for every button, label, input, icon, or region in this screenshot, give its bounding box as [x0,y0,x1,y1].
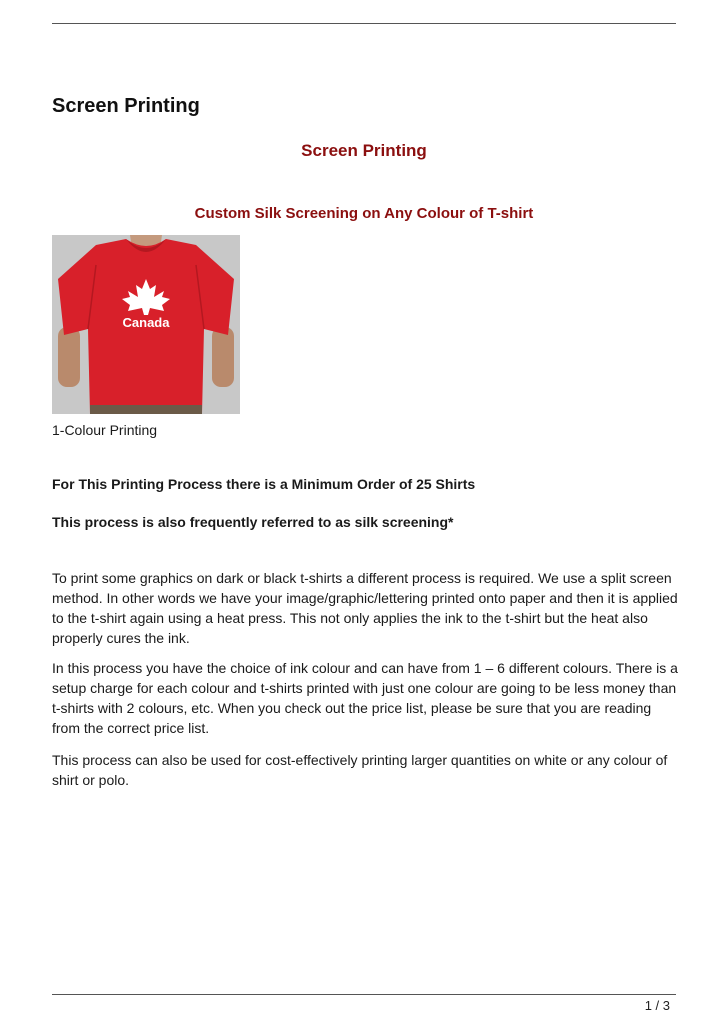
image-caption: 1-Colour Printing [52,422,158,438]
top-rule [52,23,676,24]
page-heading: Screen Printing [301,141,427,160]
shirt-text: Canada [122,315,170,330]
paragraph-large-quantities: This process can also be used for cost-effectively printing larger quantities on white or any colour of shirt or polo. [52,752,668,788]
paragraph-ink-colours: In this process you have the choice of ink colour and can have from 1 – 6 different colours. There is a setup charge for each colour and t-shirts printed with just one colour are going to be less money than t-shirts with 2 colours, etc. When you check out the price list, please be sure that you are reading from the correct price list. [52,660,678,736]
paragraph-split-method: To print some graphics on dark or black t-shirts a different process is required. We use a split screen method. In other words we have your image/graphic/lettering printed onto paper and then it is applied to the t-shirt again using a heat press. This not only applies the ink to the t-shirt but the heat also properly cures the ink. [52,570,678,646]
minimum-order-note: For This Printing Process there is a Minimum Order of 25 Shirts [52,476,476,492]
page-subheading: Custom Silk Screening on Any Colour of T-shirt [194,205,534,222]
bottom-rule [52,994,676,995]
tshirt-photo [52,235,240,414]
page-number: 1 / 3 [644,998,670,1013]
document-title: Screen Printing [52,95,200,117]
silk-screening-note: This process is also frequently referred to as silk screening* [52,514,454,530]
